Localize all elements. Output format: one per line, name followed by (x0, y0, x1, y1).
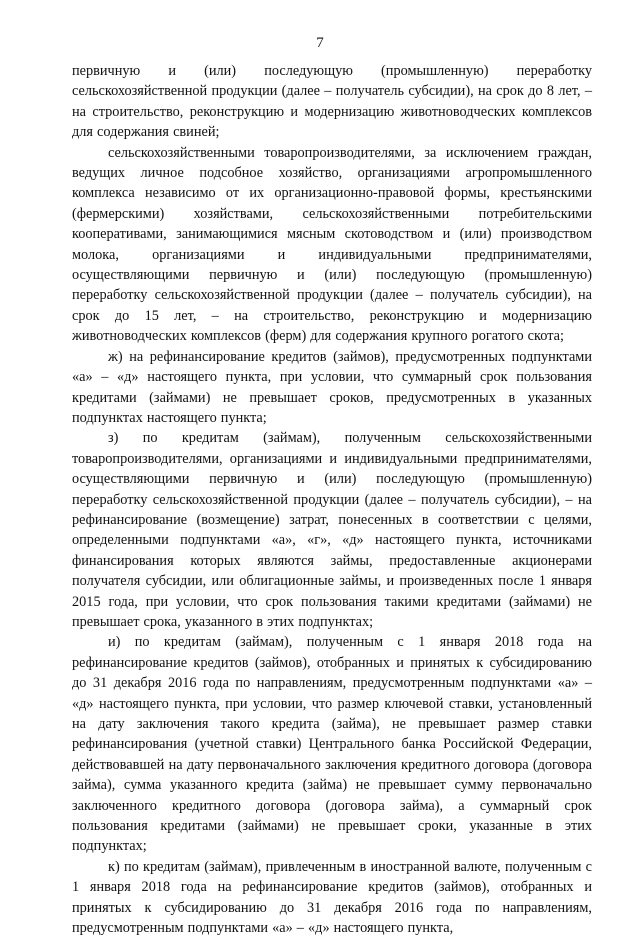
paragraph-cattle-complexes: сельскохозяйственными товаропроизводителями, за исключением граждан, ведущих личное подсобное хозяйство, организациями агропромышленного комплекса независимо от их организационно-правовой формы, крестьянскими (фермерскими) хозяйствами, сельскохозяйственными потребительскими кооперативами, занимающимися мясным скотоводством и (или) производством молока, организациями и индивидуальными предпринимателями, осуществляющими первичную и (или) последующую (промышленную) переработку сельскохозяйственной продукции (далее – получатель субсидии), на срок до 15 лет, – на строительство, реконструкцию и модернизацию животноводческих комплексов (ферм) для содержания крупного рогатого скота; (72, 144, 592, 345)
document-body (72, 61, 592, 938)
paragraph-item-zh: ж) на рефинансирование кредитов (займов), предусмотренных подпунктами «а» – «д» настоящего пункта, при условии, что суммарный срок пользования кредитами (займами) не превышает сроков, предусмотренных в указанных подпунктах настоящего пункта; (72, 348, 592, 426)
paragraph-item-i: и) по кредитам (займам), полученным с 1 января 2018 года на рефинансирование кредитов (займов), отобранных и принятых к субсидированию до 31 декабря 2016 года по направлениям, предусмотренным подпунктами «а» – «д» настоящего пункта, при условии, что размер ключевой ставки, установленный на дату заключения такого кредита (займа), не превышает размер ставки рефинансирования (учетной ставки) Центрального банка Российской Федерации, действовавшей на дату первоначального заключения кредитного договора (договора займа), сумма указанного кредита (займа) не превышает сумму первоначально заключенного кредитного договора (договора займа), а суммарный срок пользования кредитами (займами) не превышает сроки, указанные в этих подпунктах; (72, 634, 592, 855)
paragraph-item-z: з) по кредитам (займам), полученным сельскохозяйственными товаропроизводителями, организациями и индивидуальными предпринимателями, осуществляющими первичную и (или) последующую (промышленную) переработку сельскохозяйственной продукции (далее – получатель субсидии), – на рефинансирование (возмещение) затрат, понесенных в соответствии с целями, определенными подпунктами «а», «г», «д» настоящего пункта, источниками финансирования которых являются займы, предоставленные акционерами получателя субсидии, или облигационные займы, и произведенных после 1 января 2015 года, при условии, что срок пользования такими кредитами (займами) не превышает срока, указанного в этих подпунктах; (72, 430, 592, 630)
page-number: 7 (316, 35, 324, 51)
paragraph-item-k: к) по кредитам (займам), привлеченным в иностранной валюте, полученным с 1 января 2018 года на рефинансирование кредитов (займов), отобранных и принятых к субсидированию до 31 декабря 2016 года по направлениям, предусмотренным подпунктами «а» – «д» настоящего пункта, (72, 858, 592, 937)
paragraph-continuation: первичную и (или) последующую (промышленную) переработку сельскохозяйственной продукции (далее – получатель субсидии), на срок до 8 лет, – на строительство, реконструкцию и модернизацию животноводческих комплексов для содержания свиней; (72, 63, 592, 141)
